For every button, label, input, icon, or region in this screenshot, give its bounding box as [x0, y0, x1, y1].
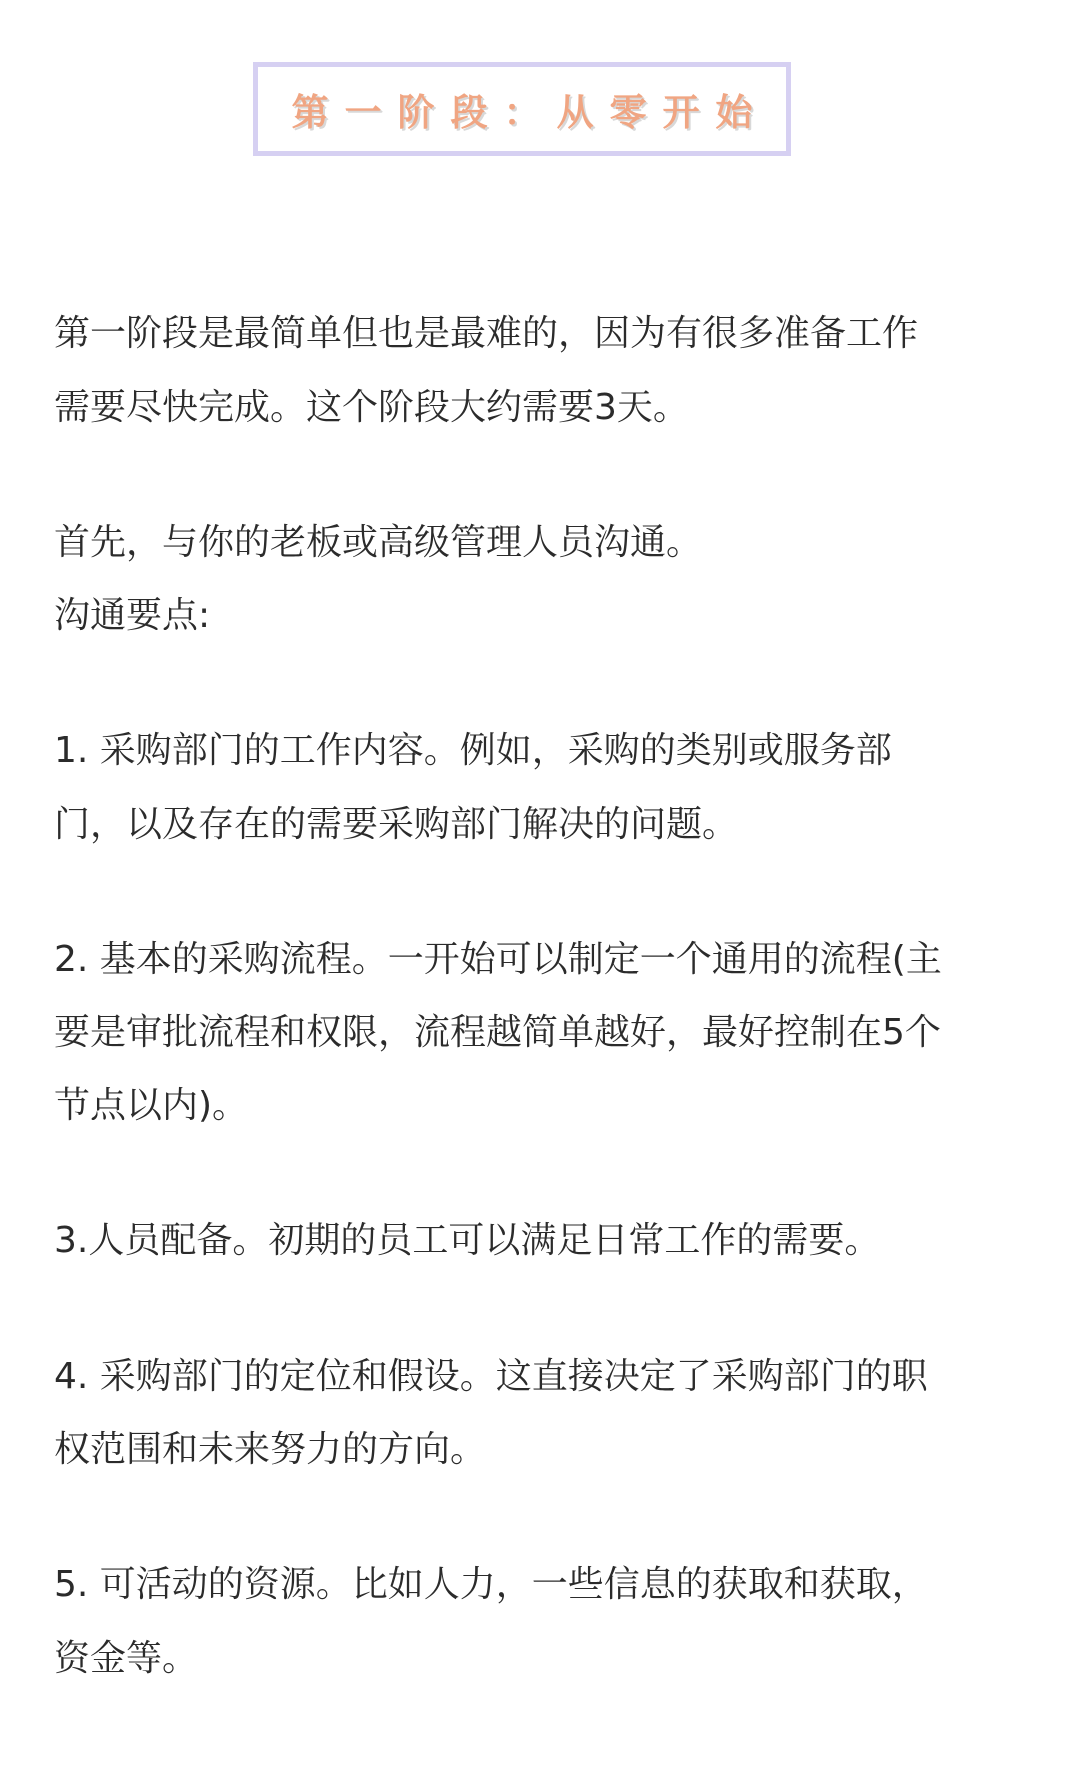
point-1-line-2: 门，以及存在的需要采购部门解决的问题。: [54, 804, 739, 845]
point-2-line-3: 节点以内)。: [54, 1085, 249, 1126]
paragraph-2-line-1: 首先，与你的老板或高级管理人员沟通。: [54, 522, 703, 563]
paragraph-1-line-2: 需要尽快完成。这个阶段大约需要3天。: [54, 387, 689, 428]
section-title-box: [253, 62, 791, 156]
point-5-line-2: 资金等。: [54, 1638, 199, 1679]
point-5-line-1: 5. 可活动的资源。比如人力，一些信息的获取和获取，: [54, 1564, 928, 1605]
point-2-line-2: 要是审批流程和权限，流程越简单越好，最好控制在5个: [54, 1012, 941, 1053]
section-title: 第一阶段：从零开始: [291, 91, 769, 134]
paragraph-2-line-2: 沟通要点:: [54, 595, 211, 636]
point-4-line-2: 权范围和未来努力的方向。: [54, 1429, 487, 1470]
point-2-line-1: 2. 基本的采购流程。一开始可以制定一个通用的流程(主: [54, 939, 942, 980]
point-1-line-1: 1. 采购部门的工作内容。例如，采购的类别或服务部: [54, 730, 892, 771]
point-4-line-1: 4. 采购部门的定位和假设。这直接决定了采购部门的职: [54, 1356, 928, 1397]
point-3-line-1: 3.人员配备。初期的员工可以满足日常工作的需要。: [54, 1220, 881, 1261]
paragraph-1-line-1: 第一阶段是最简单但也是最难的，因为有很多准备工作: [54, 313, 919, 354]
